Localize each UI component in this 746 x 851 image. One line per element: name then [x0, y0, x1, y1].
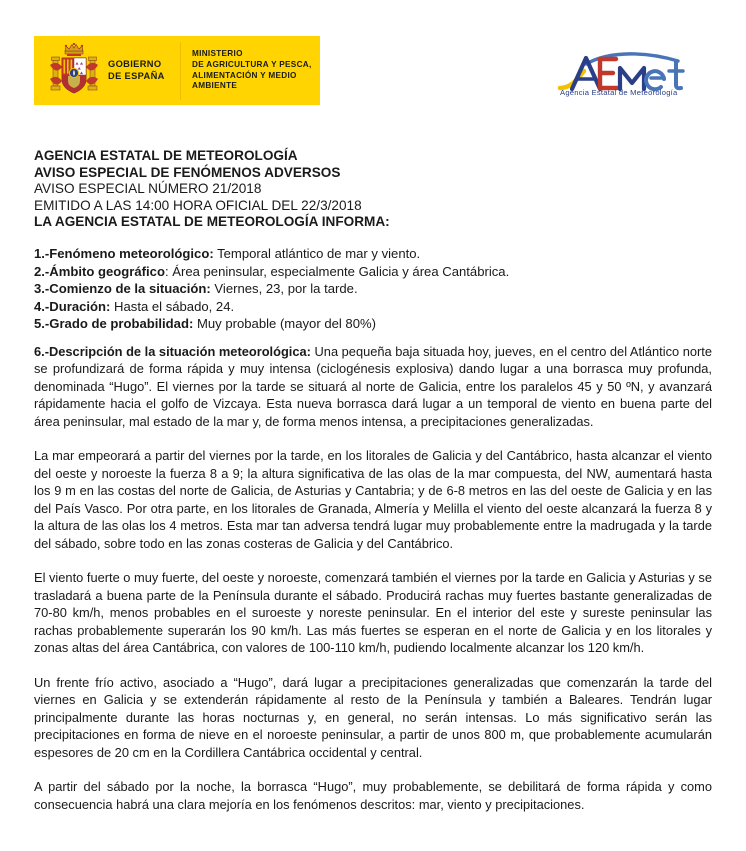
title-agency-name: AGENCIA ESTATAL DE METEOROLOGÍA — [34, 148, 298, 163]
gobierno-line-2: DE ESPAÑA — [108, 70, 165, 81]
gobierno-line-1: GOBIERNO — [108, 59, 162, 69]
list-item — [34, 245, 712, 263]
description-label: Descripción de la situación meteorológica: — [49, 343, 311, 359]
paragraph-wind-conditions: El viento fuerte o muy fuerte, del oeste y noroeste, comenzará también el viernes por la tarde en Galicia y Asturias y se trasladará a buena parte de la Península durante el sábado. Producirá rachas muy fuertes bastante generalizadas de 70-80 km/h, menos probables en el suroeste y noreste peninsular. En el interior del este y sureste peninsular las rachas probablemente superarán los 90 km/h. Las más fuertes se esperan en el norte de Galicia y en los litorales y zonas altas del área Cantábrica, con valores de 100-110 km/h, pudiendo localmente alcanzar los 120 km/h. — [34, 570, 712, 656]
bulletin-item-list — [34, 245, 712, 333]
item-value: Viernes, 23, por la tarde. — [210, 281, 358, 297]
aemet-subtitle: Agencia Estatal de Meteorología — [560, 88, 678, 97]
gobierno-label — [108, 59, 170, 82]
ministerio-label — [192, 49, 320, 91]
item-number: 5.- — [34, 316, 50, 332]
item-label: Comienzo de la situación: — [49, 281, 211, 297]
ministerio-line-2: DE AGRICULTURA Y PESCA, — [192, 59, 312, 69]
document-header — [0, 0, 746, 130]
list-item — [34, 315, 712, 333]
title-issue-time: EMITIDO A LAS 14:00 HORA OFICIAL DEL 22/3/2018 — [34, 197, 362, 213]
title-informs: LA AGENCIA ESTATAL DE METEOROLOGÍA INFORMA: — [34, 214, 390, 230]
list-item — [34, 280, 712, 298]
item-label: Ámbito geográfico — [49, 263, 165, 279]
title-warning-type: AVISO ESPECIAL DE FENÓMENOS ADVERSOS — [34, 164, 341, 180]
banner-divider — [180, 42, 181, 100]
spanish-coat-of-arms-icon — [46, 42, 102, 100]
bulletin-paragraphs — [34, 343, 712, 814]
item-label: Duración: — [49, 298, 111, 314]
item-number: 1.- — [34, 245, 50, 261]
item-value: Muy probable (mayor del 80%) — [193, 316, 376, 332]
ministerio-line-3: ALIMENTACIÓN Y MEDIO AMBIENTE — [192, 70, 297, 91]
gobierno-de-espana-banner — [34, 36, 320, 105]
paragraph-description — [34, 343, 712, 431]
list-item — [34, 263, 712, 281]
item-label: Grado de probabilidad: — [49, 316, 194, 332]
title-warning-number: AVISO ESPECIAL NÚMERO 21/2018 — [34, 181, 262, 197]
item-label: Fenómeno meteorológico: — [49, 245, 214, 261]
document-body — [34, 148, 712, 813]
item-value: Hasta el sábado, 24. — [110, 298, 235, 314]
list-item — [34, 298, 712, 316]
item-number: 2.- — [34, 263, 50, 279]
item-number: 3.- — [34, 281, 50, 297]
item-value: : Área peninsular, especialmente Galicia y área Cantábrica. — [164, 263, 510, 279]
bulletin-title-block — [34, 148, 712, 231]
item-value: Temporal atlántico de mar y viento. — [213, 245, 421, 261]
item-number: 4.- — [34, 298, 50, 314]
ministerio-line-1: MINISTERIO — [192, 49, 243, 59]
paragraph-cold-front-precipitation: Un frente frío activo, asociado a “Hugo”, dará lugar a precipitaciones generalizadas que comenzarán la tarde del viernes en Galicia y se extenderán rápidamente al resto de la Península y también a Baleares. Tendrán lugar principalmente durante las horas nocturnas y, en general, no serán intensas. Lo más significativo serán las precipitaciones en forma de nieve en el noroeste peninsular, a partir de unos 800 m, que probablemente acumularán espesores de 20 cm en la Cordillera Cantábrica occidental y central. — [34, 674, 712, 760]
paragraph-sea-conditions: La mar empeorará a partir del viernes por la tarde, en los litorales de Galicia y del Cantábrico, hasta alcanzar el viento del oeste y noroeste la fuerza 8 a 9; la altura significativa de las olas de la mar compuesta, del NW, aumentará hasta los 9 m en las costas del norte de Galicia, de Asturias y Cantabria; y de 6-8 metros en las del oeste de Galicia y en las del País Vasco. Por otra parte, en los litorales de Granada, Almería y Melilla el viento del oeste alcanzará la fuerza 8 y la altura de las olas los 4 metros. Esta mar tan adversa tendrá lugar muy probablemente entre la madrugada y la tarde del sábado, sobre todo en las zonas costeras de Galicia y del Cantábrico. — [34, 448, 712, 551]
description-number: 6.- — [34, 343, 49, 359]
paragraph-weakening-outlook: A partir del sábado por la noche, la borrasca “Hugo”, muy probablemente, se debilitará de forma rápida y como consecuencia habrá una clara mejoría en los fenómenos descritos: mar, viento y precipitaciones. — [34, 779, 712, 812]
description-text: Una pequeña baja situada hoy, jueves, en el centro del Atlántico norte se profundizará de forma rápida y muy intensa (ciclogénesis explosiva) dando lugar a una borrasca muy profunda, denominada “Hugo”. El viernes por la tarde se situará al norte de Galicia, entre los paralelos 45 y 50 ºN, y avanzará rápidamente hacia el golfo de Vizcaya. Esta nueva borrasca dará lugar a un temporal de viento en buena parte del área peninsular, mal estado de la mar y, de forma menos intensa, a precipitaciones generalizadas. — [34, 343, 713, 429]
